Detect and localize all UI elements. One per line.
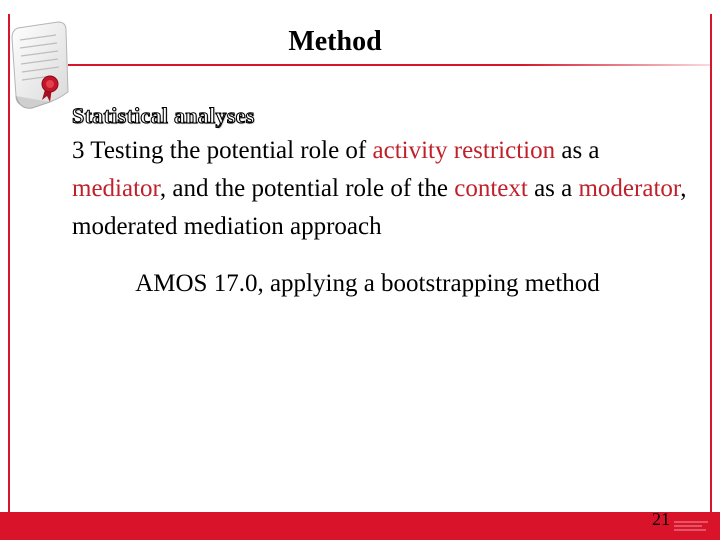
title-underline <box>68 64 712 66</box>
highlight-activity-restriction: activity restriction <box>372 137 556 164</box>
section-subheading: Statistical analyses <box>72 103 255 128</box>
body-paragraph <box>72 132 692 246</box>
highlight-context: context <box>454 175 528 202</box>
page-number: 21 <box>652 509 670 529</box>
footer-bar <box>0 512 720 540</box>
paragraph-text: as a <box>555 137 600 164</box>
method-statement: AMOS 17.0, applying a bootstrapping method <box>135 270 600 297</box>
paragraph-text: , and the potential role of the <box>159 175 455 202</box>
footer-logo-icon <box>672 518 710 532</box>
slide-title: Method <box>288 26 382 57</box>
paragraph-text: as a <box>527 175 579 202</box>
paragraph-text: 3 Testing the potential role of <box>72 137 373 164</box>
paragraph-text: , moderated mediation approach <box>72 175 687 240</box>
highlight-moderator: moderator <box>578 175 681 202</box>
highlight-mediator: mediator <box>72 175 160 202</box>
right-border-line <box>710 14 712 516</box>
